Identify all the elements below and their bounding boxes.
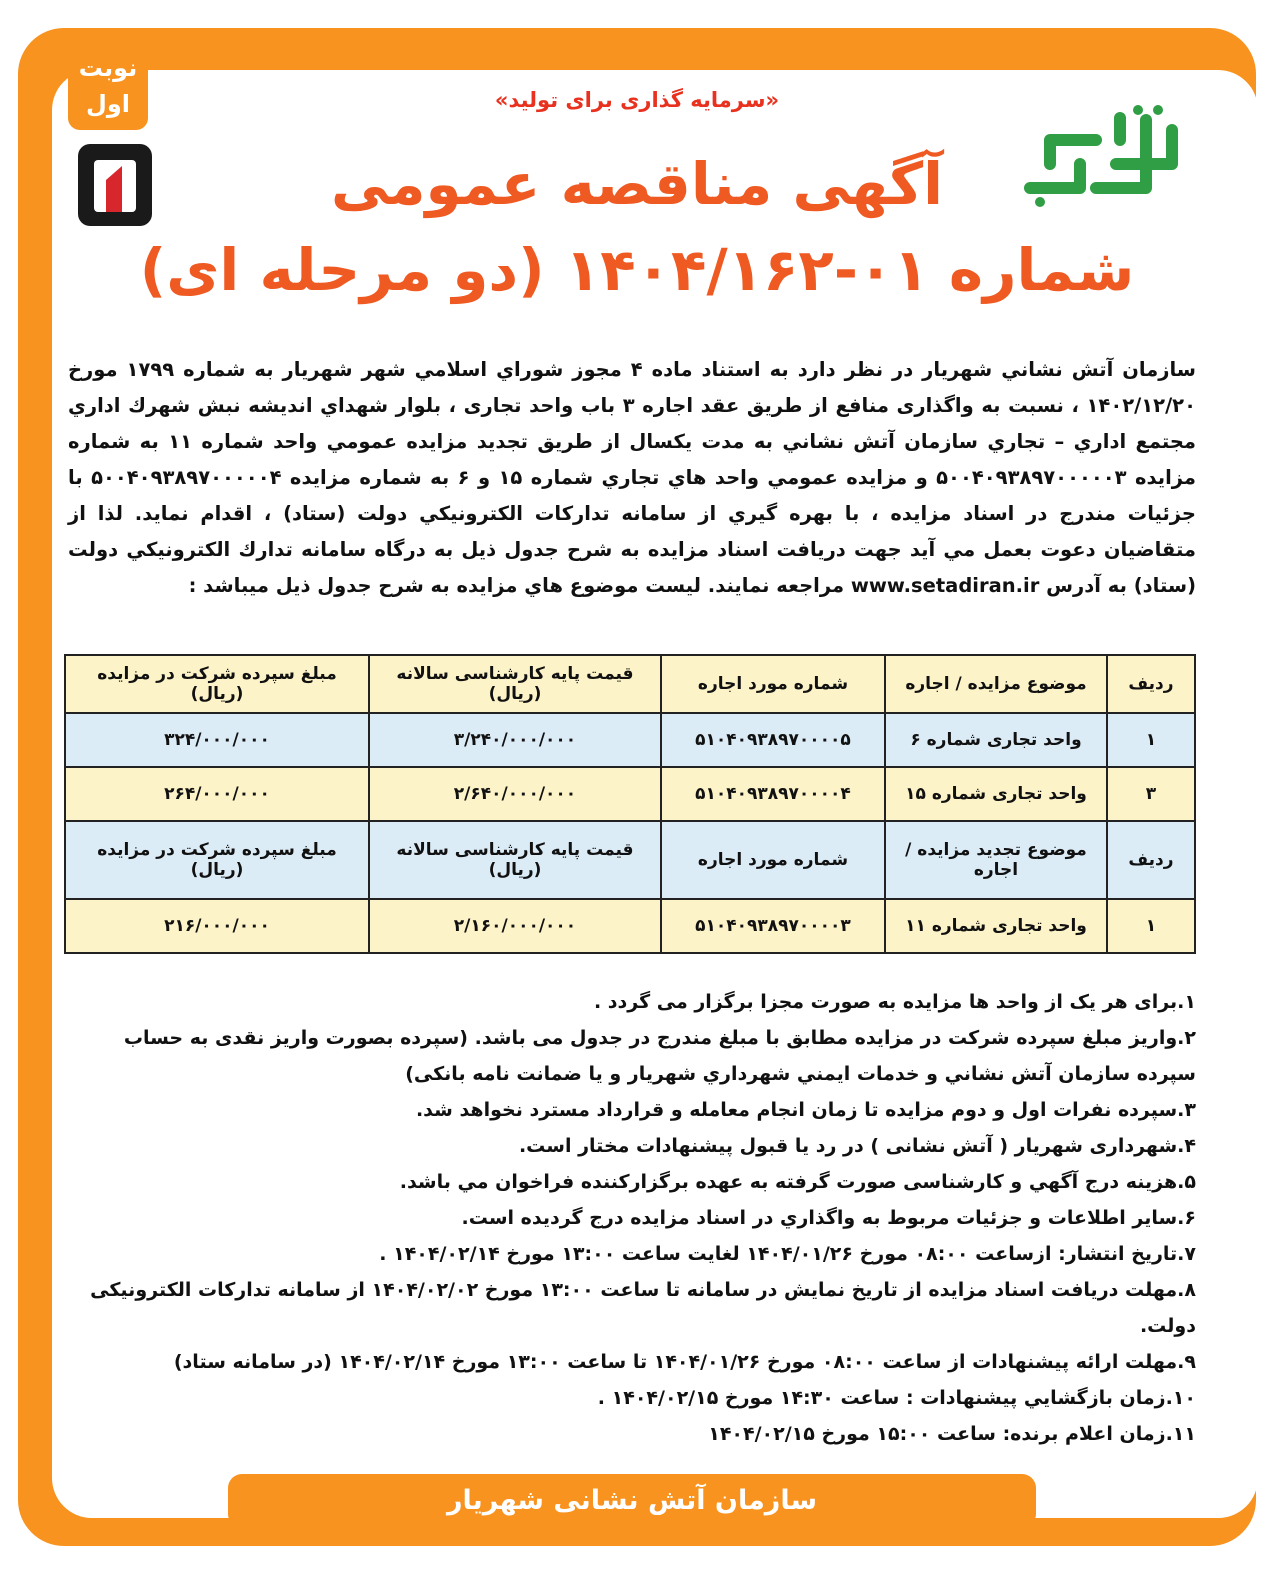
- list-item: ۵.هزينه درج آگهي و كارشناسی صورت گرفته به عهده برگزاركننده فراخوان مي باشد.: [399, 1171, 1196, 1193]
- list-item: ۹.مهلت ارائه پيشنهادات از ساعت ۰۸:۰۰ مورخ ۱۴۰۴/۰۱/۲۶ تا ساعت ۱۳:۰۰ مورخ ۱۴۰۴/۰۲/۱۴ (در سامانه ستاد): [173, 1351, 1196, 1373]
- table-cell: ۱: [1107, 713, 1195, 767]
- table-row: [65, 899, 1195, 953]
- header-cell: موضوع مزایده / اجاره: [885, 655, 1107, 713]
- conditions-list: [64, 984, 1196, 1452]
- tender-number-title: (دو مرحله ای) شماره ۰۱-۱۴۰۴/۱۶۲: [139, 236, 1135, 304]
- table-cell: واحد تجاری شماره ۱۱: [885, 899, 1107, 953]
- list-item: ۴.شهرداری شهریار ( آتش نشانی ) در رد یا قبول پیشنهادات مختار است.: [518, 1135, 1196, 1157]
- list-item: ۱۱.زمان اعلام برنده: ساعت ۱۵:۰۰ مورخ ۱۴۰۴/۰۲/۱۵: [708, 1423, 1196, 1445]
- header-cell: قیمت پایه کارشناسی سالانه (ریال): [369, 655, 661, 713]
- table-cell: ۲۱۶/۰۰۰/۰۰۰: [65, 899, 369, 953]
- list-item: ۸.مهلت دريافت اسناد مزايده از تاريخ نمايش در سامانه تا ساعت ۱۳:۰۰ مورخ ۱۴۰۴/۰۲/۰۲ از سامانه تداركات الكترونيكی دولت.: [90, 1279, 1196, 1337]
- table-cell: ۲/۱۶۰/۰۰۰/۰۰۰: [369, 899, 661, 953]
- header-cell: ردیف: [1107, 821, 1195, 899]
- edition-badge: [68, 42, 148, 130]
- list-item: ۲.واریز مبلغ سپرده شرکت در مزایده مطابق با مبلغ مندرج در جدول می باشد. (سپرده بصورت واریز نقدی به حساب سپرده سازمان آتش نشاني و خدمات ايمني شهرداري شهريار و يا ضمانت نامه بانكی): [123, 1027, 1196, 1085]
- table-cell: ۳۲۴/۰۰۰/۰۰۰: [65, 713, 369, 767]
- table-header-row-renewal: [65, 821, 1195, 899]
- footer-organization: سازمان آتش نشانی شهریار: [228, 1474, 1036, 1528]
- list-item: ۱۰.زمان بازگشايي پيشنهادات : ساعت ۱۴:۳۰ مورخ ۱۴۰۴/۰۲/۱۵ .: [597, 1387, 1196, 1409]
- header-cell: موضوع تجدید مزایده / اجاره: [885, 821, 1107, 899]
- header-cell: شماره مورد اجاره: [661, 655, 885, 713]
- table-cell: ۲۶۴/۰۰۰/۰۰۰: [65, 767, 369, 821]
- table-cell: ۵۱۰۴۰۹۳۸۹۷۰۰۰۰۳: [661, 899, 885, 953]
- table-header-row: [65, 655, 1195, 713]
- list-item: ۷.تاريخ انتشار: ازساعت ۰۸:۰۰ مورخ ۱۴۰۴/۰۱/۲۶ لغايت ساعت ۱۳:۰۰ مورخ ۱۴۰۴/۰۲/۱۴ .: [379, 1243, 1196, 1265]
- table-cell: ۱: [1107, 899, 1195, 953]
- edition-badge-line2: اول: [86, 90, 130, 118]
- table-cell: واحد تجاری شماره ۶: [885, 713, 1107, 767]
- table-cell: ۵۱۰۴۰۹۳۸۹۷۰۰۰۰۴: [661, 767, 885, 821]
- header-cell: مبلغ سپرده شرکت در مزایده (ریال): [65, 821, 369, 899]
- table-cell: ۲/۶۴۰/۰۰۰/۰۰۰: [369, 767, 661, 821]
- header-cell: شماره مورد اجاره: [661, 821, 885, 899]
- intro-paragraph: سازمان آتش نشاني شهريار در نظر دارد به استناد ماده ۴ مجوز شوراي اسلامي شهر شهريار به شماره ۱۷۹۹ مورخ ۱۴۰۲/۱۲/۲۰ ، نسبت به واگذاری منافع از طريق عقد اجاره ۳ باب واحد تجاری ، بلوار شهداي انديشه نبش شهرك اداري مجتمع اداري – تجاري سازمان آتش نشاني به مدت يكسال از طريق تجديد مزايده عمومي واحد شماره ۱۱ به شماره مزايده ۵۰۰۴۰۹۳۸۹۷۰۰۰۰۰۳ و مزايده عمومي واحد هاي تجاري شماره ۱۵ و ۶ به شماره مزايده ۵۰۰۴۰۹۳۸۹۷۰۰۰۰۰۴ با جزئيات مندرج در اسناد مزايده ، با بهره گيري از سامانه تداركات الكترونيكي دولت (ستاد) ، اقدام نمايد. لذا از متقاضيان دعوت بعمل مي آيد جهت دريافت اسناد مزايده به شرح جدول ذيل به درگاه سامانه تدارك الكترونيكي دولت (ستاد) به آدرس www.setadiran.ir مراجعه نمايند. ليست موضوع هاي مزايده به شرح جدول ذيل ميباشد :: [68, 358, 1196, 597]
- header-cell: قیمت پایه کارشناسی سالانه (ریال): [369, 821, 661, 899]
- page-title: آگهی مناقصه عمومی: [330, 150, 944, 218]
- auction-table: [64, 654, 1196, 954]
- table-cell: ۵۱۰۴۰۹۳۸۹۷۰۰۰۰۵: [661, 713, 885, 767]
- table-cell: واحد تجاری شماره ۱۵: [885, 767, 1107, 821]
- list-item: ۱.برای هر یک از واحد ها مزایده به صورت مجزا برگزار می گردد .: [593, 991, 1196, 1013]
- slogan: «سرمایه گذاری برای تولید»: [494, 88, 780, 112]
- table-row: [65, 767, 1195, 821]
- list-item: ۶.ساير اطلاعات و جزئيات مربوط به واگذاري در اسناد مزايده درج گرديده است.: [461, 1207, 1196, 1229]
- table-cell: ۳/۲۴۰/۰۰۰/۰۰۰: [369, 713, 661, 767]
- header-cell: مبلغ سپرده شرکت در مزایده (ریال): [65, 655, 369, 713]
- table-row: [65, 713, 1195, 767]
- header-cell: ردیف: [1107, 655, 1195, 713]
- list-item: ۳.سپرده نفرات اول و دوم مزایده تا زمان انجام معامله و قرارداد مسترد نخواهد شد.: [415, 1099, 1196, 1121]
- edition-badge-line1: نوبت: [78, 54, 138, 82]
- table-cell: ۳: [1107, 767, 1195, 821]
